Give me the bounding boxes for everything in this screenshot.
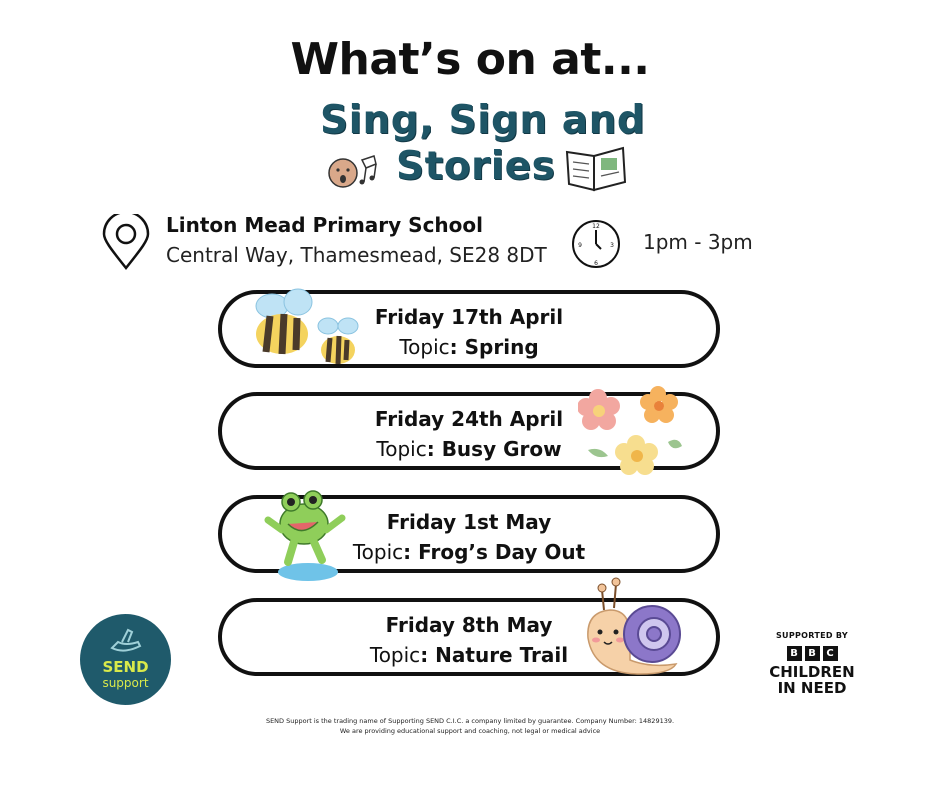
frog-icon bbox=[264, 486, 354, 584]
footer-line1: SEND Support is the trading name of Supporting SEND C.I.C. a company limited by guarantee. Company Number: 14829139. bbox=[265, 717, 675, 725]
session-date: Friday 17th April bbox=[374, 305, 564, 329]
send-support-logo bbox=[80, 614, 171, 705]
footer bbox=[0, 716, 940, 736]
session-topic: Topic: Frog’s Day Out bbox=[352, 540, 586, 564]
event-logo-line1: Sing, Sign and bbox=[320, 98, 646, 143]
svg-text:3: 3 bbox=[610, 242, 614, 249]
event-logo-line2: Stories bbox=[396, 144, 556, 189]
singing-face-icon bbox=[326, 152, 386, 194]
cin-line1: CHILDREN bbox=[769, 663, 855, 681]
cin-line2: IN NEED bbox=[777, 679, 847, 697]
svg-text:12: 12 bbox=[592, 223, 600, 230]
venue-address: Central Way, Thamesmead, SE28 8DT bbox=[166, 243, 547, 267]
session-date: Friday 8th May bbox=[385, 613, 553, 637]
session-date: Friday 24th April bbox=[374, 407, 564, 431]
send-logo-subword: support bbox=[102, 676, 149, 690]
open-book-icon bbox=[563, 142, 629, 194]
svg-text:6: 6 bbox=[594, 260, 598, 267]
svg-text:9: 9 bbox=[578, 242, 582, 249]
send-logo-word: SEND bbox=[102, 658, 149, 676]
bbc-blocks bbox=[752, 646, 872, 661]
hands-icon bbox=[108, 626, 144, 656]
snail-icon bbox=[580, 576, 684, 682]
flowers-icon bbox=[578, 386, 688, 482]
supported-by-label: SUPPORTED BY bbox=[776, 631, 848, 640]
clock-icon bbox=[571, 218, 621, 270]
bees-icon bbox=[240, 286, 370, 372]
event-time: 1pm - 3pm bbox=[643, 230, 753, 254]
session-date: Friday 1st May bbox=[386, 510, 552, 534]
location-pin-icon bbox=[100, 214, 152, 272]
session-topic: Topic: Nature Trail bbox=[369, 643, 569, 667]
bbc-letter: C bbox=[823, 646, 838, 661]
venue-name: Linton Mead Primary School bbox=[166, 213, 483, 237]
session-topic: Topic: Spring bbox=[399, 335, 539, 359]
bbc-letter: B bbox=[805, 646, 820, 661]
bbc-letter: B bbox=[787, 646, 802, 661]
children-in-need-logo bbox=[752, 631, 872, 696]
page-heading: What’s on at... bbox=[290, 34, 650, 85]
footer-line2: We are providing educational support and coaching, not legal or medical advice bbox=[339, 727, 601, 735]
session-topic: Topic: Busy Grow bbox=[376, 437, 562, 461]
